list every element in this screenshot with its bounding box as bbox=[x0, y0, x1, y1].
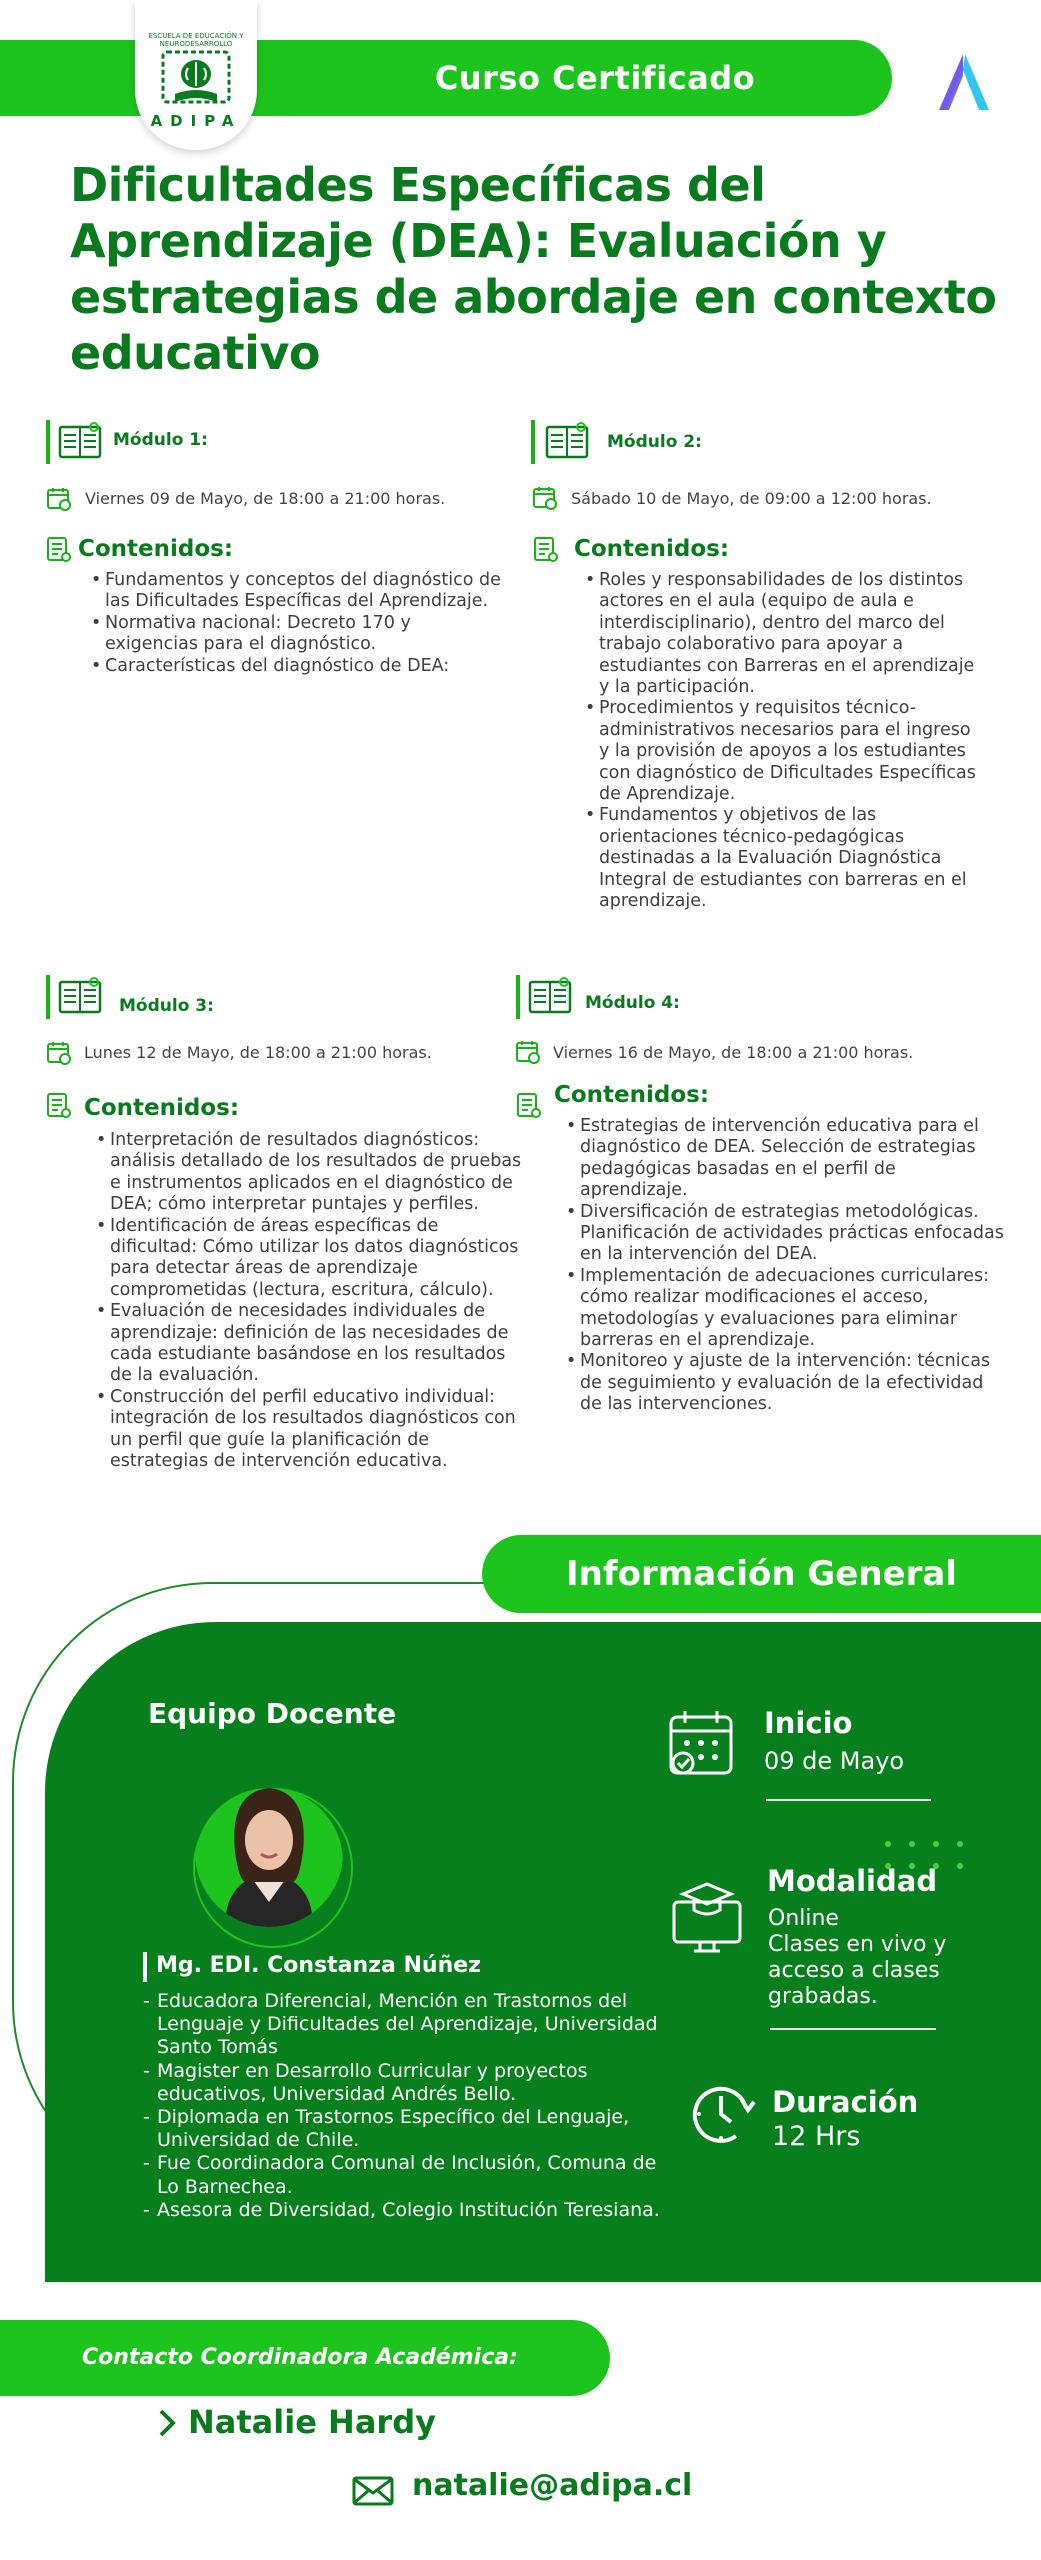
module-4-contents-list bbox=[566, 1116, 1006, 1416]
teacher-credentials-list bbox=[143, 1990, 673, 2222]
divider bbox=[766, 1799, 931, 1801]
mode-line: acceso a clases bbox=[768, 1958, 940, 1983]
module-4-title: Módulo 4: bbox=[585, 993, 680, 1013]
list-item: • Normativa nacional: Decreto 170 y exigencias para el diagnóstico. bbox=[91, 613, 501, 656]
coordinator-email-link[interactable]: natalie@adipa.cl bbox=[412, 2468, 693, 2503]
document-list-icon bbox=[533, 536, 559, 564]
list-item: • Fundamentos y objetivos de las orientaciones técnico-pedagógicas destinadas a la Evaluación Diagnóstica Integral de estudiantes con barreras en el aprendizaje. bbox=[585, 805, 980, 912]
teaching-team-title: Equipo Docente bbox=[148, 1697, 397, 1730]
list-item: • Fundamentos y conceptos del diagnóstico de las Dificultades Específicas del Aprendizaje. bbox=[91, 570, 501, 613]
duration-value: 12 Hrs bbox=[772, 2121, 861, 2152]
list-item: • Diversificación de estrategias metodológicas. Planificación de actividades prácticas enfocadas en la intervención del DEA. bbox=[566, 1202, 1006, 1266]
adipa-brand-mark-icon bbox=[933, 52, 993, 114]
module-book-icon bbox=[528, 976, 572, 1016]
calendar-check-icon bbox=[665, 1707, 739, 1781]
list-item: • Identificación de áreas específicas de dificultad: Cómo utilizar los datos diagnósticos para detectar áreas de aprendizaje comprometidas (lectura, escritura, cálculo). bbox=[96, 1216, 531, 1302]
divider bbox=[770, 2028, 936, 2030]
course-title-line-4: educativo bbox=[70, 326, 321, 380]
brain-book-logo-icon bbox=[161, 50, 231, 112]
module-4-contents-title: Contenidos: bbox=[554, 1082, 710, 1108]
calendar-icon bbox=[46, 1040, 72, 1066]
module-book-icon bbox=[545, 421, 589, 461]
document-list-icon bbox=[516, 1092, 542, 1120]
mode-line: Clases en vivo y bbox=[768, 1932, 947, 1957]
module-3-accent-bar bbox=[46, 975, 50, 1019]
module-4-date: Viernes 16 de Mayo, de 18:00 a 21:00 horas. bbox=[553, 1043, 914, 1062]
duration-label: Duración bbox=[772, 2085, 919, 2119]
calendar-icon bbox=[46, 486, 72, 512]
list-item: • Estrategias de intervención educativa para el diagnóstico de DEA. Selección de estrategias pedagógicas basadas en el perfil de aprendizaje. bbox=[566, 1116, 1006, 1202]
list-item: • Construcción del perfil educativo individual: integración de los resultados diagnósticos con un perfil que guíe la planificación de estrategias de intervención educativa. bbox=[96, 1387, 531, 1473]
logo-wordmark: ADIPA bbox=[150, 112, 242, 130]
document-list-icon bbox=[46, 536, 72, 564]
module-1-contents-list bbox=[91, 570, 501, 677]
module-1-date: Viernes 09 de Mayo, de 18:00 a 21:00 horas. bbox=[85, 489, 446, 508]
module-1-accent-bar bbox=[46, 420, 50, 464]
list-item: • Roles y responsabilidades de los distintos actores en el aula (equipo de aula e interdisciplinario), dentro del marco del trabajo colaborativo para apoyar a estudiantes con Barreras en el aprendizaje y la participación. bbox=[585, 570, 980, 698]
module-4-accent-bar bbox=[516, 975, 520, 1019]
teacher-avatar bbox=[195, 1762, 343, 1927]
module-3-title: Módulo 3: bbox=[119, 996, 214, 1016]
course-title-line-1: Dificultades Específicas del bbox=[70, 158, 766, 212]
module-book-icon bbox=[58, 976, 102, 1016]
list-item: • Procedimientos y requisitos técnico-administrativos necesarios para el ingreso y la provisión de apoyos a los estudiantes con diagnóstico de Dificultades Específicas de Aprendizaje. bbox=[585, 698, 980, 805]
start-value: 09 de Mayo bbox=[764, 1747, 905, 1775]
general-info-heading: Información General bbox=[566, 1554, 957, 1594]
chevron-right-icon bbox=[157, 2405, 179, 2441]
calendar-icon bbox=[532, 485, 558, 511]
list-item: • Características del diagnóstico de DEA: bbox=[91, 656, 501, 677]
module-3-contents-title: Contenidos: bbox=[84, 1095, 240, 1121]
module-2-date: Sábado 10 de Mayo, de 09:00 a 12:00 horas. bbox=[571, 489, 932, 508]
module-2-contents-title: Contenidos: bbox=[574, 536, 730, 562]
teacher-name: Mg. EDI. Constanza Núñez bbox=[156, 1953, 481, 1978]
list-item: - Educadora Diferencial, Mención en Trastornos del Lenguaje y Dificultades del Aprendizaje, Universidad Santo Tomás bbox=[143, 1990, 673, 2060]
course-badge-text: Curso Certificado bbox=[434, 59, 756, 97]
contact-heading: Contacto Coordinadora Académica: bbox=[82, 2345, 518, 2370]
coordinator-name: Natalie Hardy bbox=[188, 2403, 436, 2441]
teacher-accent-bar bbox=[143, 1952, 147, 1982]
start-label: Inicio bbox=[764, 1706, 853, 1740]
module-2-accent-bar bbox=[531, 420, 535, 464]
mode-line: Online bbox=[768, 1906, 839, 1931]
module-book-icon bbox=[58, 421, 102, 461]
list-item: • Interpretación de resultados diagnósticos: análisis detallado de los resultados de pruebas e instrumentos aplicados en el diagnóstico de DEA; cómo interpretar puntajes y perfiles. bbox=[96, 1130, 531, 1216]
course-title-line-3: estrategias de abordaje en contexto bbox=[70, 270, 997, 324]
module-2-contents-list bbox=[585, 570, 980, 913]
list-item: - Diplomada en Trastornos Específico del Lenguaje, Universidad de Chile. bbox=[143, 2106, 673, 2152]
mail-icon bbox=[352, 2476, 394, 2506]
module-3-contents-list bbox=[96, 1130, 531, 1473]
document-list-icon bbox=[46, 1092, 72, 1120]
list-item: - Asesora de Diversidad, Colegio Institución Teresiana. bbox=[143, 2199, 673, 2222]
mode-label: Modalidad bbox=[767, 1864, 938, 1898]
module-3-date: Lunes 12 de Mayo, de 18:00 a 21:00 horas. bbox=[84, 1043, 432, 1062]
module-1-contents-title: Contenidos: bbox=[78, 536, 234, 562]
logo-tagline: ESCUELA DE EDUCACIÓN Y NEURODESARROLLO bbox=[148, 32, 244, 48]
calendar-icon bbox=[515, 1039, 541, 1065]
mode-line: grabadas. bbox=[768, 1984, 878, 2009]
online-class-icon bbox=[670, 1880, 744, 1954]
list-item: • Monitoreo y ajuste de la intervención: técnicas de seguimiento y evaluación de la efectividad de las intervenciones. bbox=[566, 1351, 1006, 1415]
clock-icon bbox=[686, 2078, 756, 2148]
mode-details bbox=[768, 1906, 947, 2010]
list-item: - Magister en Desarrollo Curricular y proyectos educativos, Universidad Andrés Bello. bbox=[143, 2060, 673, 2106]
course-title bbox=[70, 157, 1000, 381]
list-item: - Fue Coordinadora Comunal de Inclusión, Comuna de Lo Barnechea. bbox=[143, 2152, 673, 2198]
module-2-title: Módulo 2: bbox=[607, 432, 702, 452]
list-item: • Implementación de adecuaciones curriculares: cómo realizar modificaciones el acceso, metodologías y evaluaciones para eliminar barreras en el aprendizaje. bbox=[566, 1266, 1006, 1352]
module-1-title: Módulo 1: bbox=[113, 430, 208, 450]
course-title-line-2: Aprendizaje (DEA): Evaluación y bbox=[70, 214, 887, 268]
list-item: • Evaluación de necesidades individuales de aprendizaje: definición de las necesidades de cada estudiante basándose en los resultados de la evaluación. bbox=[96, 1301, 531, 1387]
